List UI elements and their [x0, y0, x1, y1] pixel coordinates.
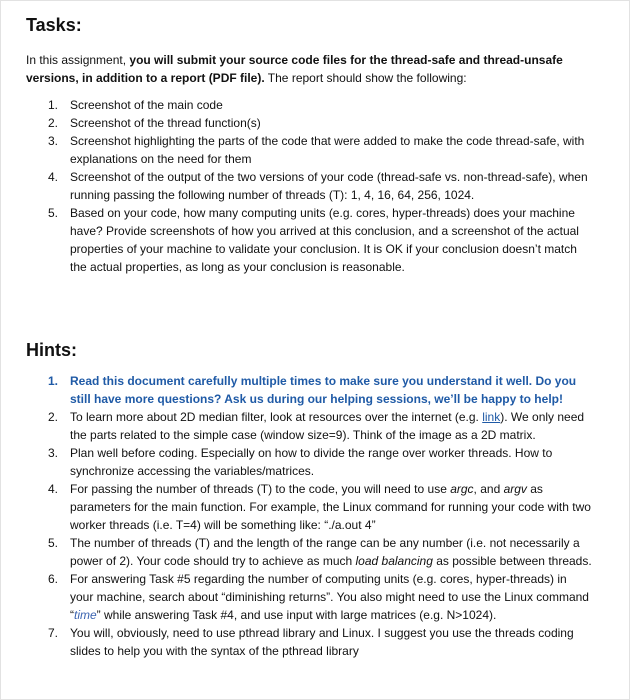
hints-heading: Hints:: [26, 340, 77, 360]
hint-text-before: To learn more about 2D median filter, look at resources over the internet (e.g.: [70, 410, 483, 424]
task-text: Screenshot of the main code: [70, 98, 223, 112]
hint-text: as parameters for the main function. For example, the Linux command for running your code with two worker threads (i.e. T=4) will be something like: “./a.out 4”: [70, 482, 591, 532]
task-text: Screenshot highlighting the parts of the code that were added to make the code thread-safe, with explanations on the need for them: [70, 134, 585, 166]
intro-prefix: In this assignment,: [26, 53, 130, 67]
tasks-intro: [26, 51, 586, 87]
hint-text: Read this document carefully multiple times to make sure you understand it well. Do you still have more questions? Ask us during our helping sessions, we’ll be happy to help!: [70, 374, 577, 406]
hint-number: 7.: [48, 626, 59, 640]
hint-item: [48, 570, 593, 624]
hint-number: 4.: [48, 482, 59, 496]
task-number: 2.: [48, 116, 59, 130]
hint-text: For answering Task #5 regarding the number of computing units (e.g. cores, hyper-threads) in your machine, search about “diminishing returns”. You also might need to use the Linux command “: [70, 572, 589, 622]
argv-term: argv: [503, 482, 527, 496]
hint-text: as possible between threads.: [432, 554, 592, 568]
hint-item: [48, 444, 593, 480]
intro-bold: you will submit your source code files for the thread-safe and thread-unsafe versions, in addition to a report (PDF file).: [26, 53, 563, 85]
hint-number: 5.: [48, 536, 59, 550]
hint-number: 2.: [48, 410, 59, 424]
hint-text: Plan well before coding. Especially on how to divide the range over worker threads. How to synchronize accessing the variables/matrices.: [70, 446, 553, 478]
task-text: Screenshot of the thread function(s): [70, 116, 261, 130]
hint-text: , and: [473, 482, 504, 496]
hint-text: You will, obviously, need to use pthread library and Linux. I suggest you use the threads coding slides to help you with the syntax of the pthread library: [70, 626, 574, 658]
hint-item: [48, 408, 593, 444]
task-item: [48, 114, 593, 132]
hint-item: [48, 624, 593, 660]
tasks-list: [48, 96, 593, 276]
task-item: [48, 96, 593, 114]
hint-item: [48, 480, 593, 534]
hint-item: [48, 534, 593, 570]
hint-text: ” while answering Task #4, and use input with large matrices (e.g. N>1024).: [96, 608, 497, 622]
hint-text: The number of threads (T) and the length of the range can be any number (i.e. not necessarily a power of 2). Your code should try to achieve as much: [70, 536, 580, 568]
task-number: 4.: [48, 170, 59, 184]
hints-list: [48, 372, 593, 660]
intro-suffix: The report should show the following:: [264, 71, 467, 85]
task-text: Based on your code, how many computing units (e.g. cores, hyper-threads) does your machine have? Provide screenshots of how you arrived at this conclusion, and a screenshot of the actual properties of your machine to validate your conclusion. It is OK if your conclusion doesn’t match the actual properties, as long as your conclusion is reasonable.: [70, 206, 579, 274]
task-number: 5.: [48, 206, 59, 220]
task-text: Screenshot of the output of the two versions of your code (thread-safe vs. non-thread-safe), when running passing the following number of threads (T): 1, 4, 16, 64, 256, 1024.: [70, 170, 588, 202]
task-item: [48, 168, 593, 204]
hint-item: [48, 372, 593, 408]
argc-term: argc: [450, 482, 474, 496]
tasks-heading: Tasks:: [26, 15, 82, 35]
load-balancing-term: load balancing: [355, 554, 433, 568]
time-command-term: time: [74, 608, 97, 622]
hint-text: For passing the number of threads (T) to the code, you will need to use: [70, 482, 451, 496]
task-item: [48, 132, 593, 168]
median-filter-link[interactable]: link: [482, 410, 501, 424]
task-item: [48, 204, 593, 276]
task-number: 1.: [48, 98, 59, 112]
hint-number: 3.: [48, 446, 59, 460]
hint-number: 6.: [48, 572, 59, 586]
hint-number: 1.: [48, 374, 59, 388]
hint-text-after: ). We only need the parts related to the simple case (window size=9). Think of the image as a 2D matrix.: [70, 410, 585, 442]
task-number: 3.: [48, 134, 59, 148]
